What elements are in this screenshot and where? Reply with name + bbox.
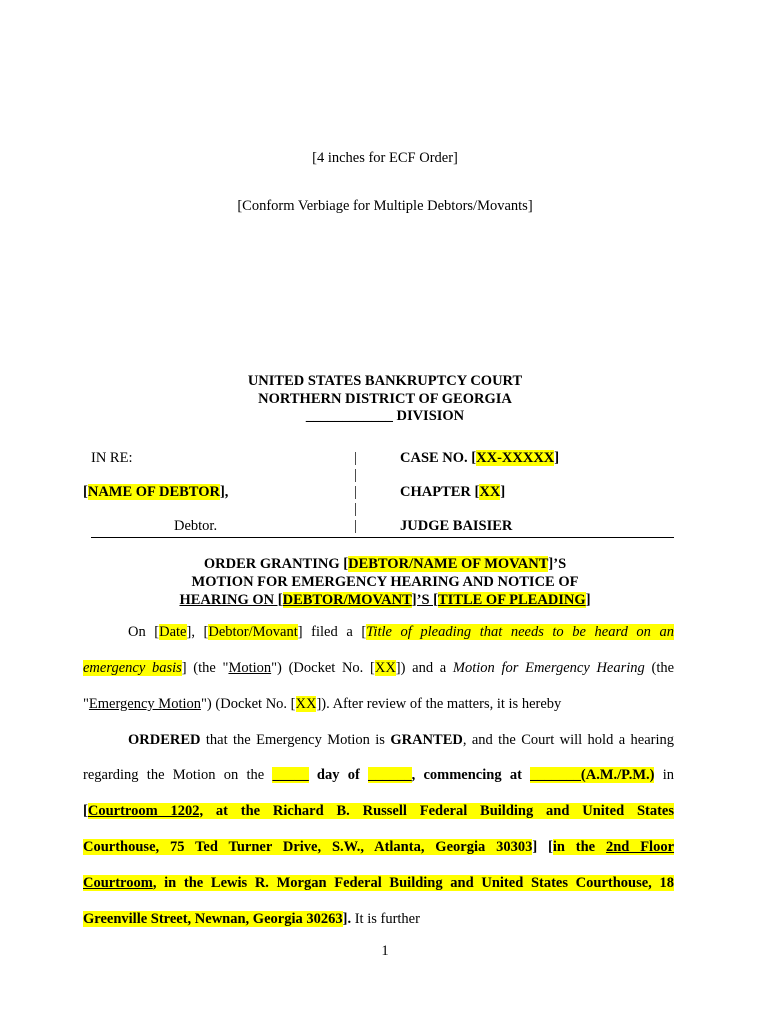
pleading-title-placeholder: Title of pleading that needs to be heard on an (366, 624, 674, 640)
page-number: 1 (381, 943, 389, 959)
para2-line-6 (83, 911, 420, 928)
text: ") (Docket No. [ (271, 660, 375, 676)
month-blank: ______ (368, 767, 412, 783)
para2-line-3 (83, 803, 674, 820)
chapter (400, 484, 505, 501)
docket-placeholder: XX (374, 660, 396, 676)
debtor-name-line (83, 484, 228, 501)
text: in (654, 767, 674, 783)
debtor-name: NAME OF DEBTOR (87, 484, 220, 500)
conform-verbiage-note: [Conform Verbiage for Multiple Debtors/Movants] (237, 198, 533, 214)
text: ] filed a [ (297, 624, 367, 640)
text: regarding the Motion on the (83, 767, 273, 783)
text: [ (83, 803, 88, 819)
time-blank: _______(A.M./P.M.) (530, 767, 655, 783)
case-number-value: XX-XXXXX (476, 450, 555, 466)
location-placeholder: 2nd Floor (605, 839, 675, 855)
title-text: ]’S [ (411, 592, 438, 608)
pleading-title-placeholder: TITLE OF PLEADING (437, 592, 586, 608)
chapter-value: XX (479, 484, 501, 500)
division-blank: ____________ (305, 408, 393, 424)
location-placeholder: , in the Lewis R. Morgan Federal Building and United States Courthouse, 18 (152, 875, 674, 891)
text: day of (308, 767, 369, 783)
location-placeholder: Courtroom (83, 875, 153, 891)
para2-line-2 (83, 767, 674, 784)
para1-line-3 (83, 696, 561, 713)
text: ], [ (186, 624, 209, 640)
chapter-label: CHAPTER [ (400, 484, 480, 500)
text: Motion for Emergency Hearing (452, 660, 645, 676)
docket-placeholder: XX (295, 696, 317, 712)
order-title-line-3 (0, 592, 770, 609)
caption-separator: | (354, 450, 357, 466)
case-number (400, 450, 559, 467)
text: ] [ (532, 839, 553, 855)
case-label: CASE NO. [ (400, 450, 477, 466)
in-re-label: IN RE: (91, 450, 133, 466)
para1-line-2 (83, 660, 674, 677)
defined-term: Emergency Motion (88, 696, 202, 712)
bracket-close: ], (219, 484, 229, 500)
caption-separator: | (354, 484, 357, 500)
text: " (83, 696, 89, 712)
text: ]. (342, 911, 352, 927)
location-placeholder: Greenville Street, Newnan, Georgia 30263 (83, 911, 343, 927)
judge-name: JUDGE BAISIER (400, 518, 513, 534)
text: ] (the " (181, 660, 229, 676)
courtroom-placeholder: Courtroom 1202 (87, 803, 200, 819)
text: , commencing at (411, 767, 531, 783)
caption-rule (91, 537, 674, 538)
title-text: ]’S (548, 556, 567, 572)
movant-placeholder: Debtor/Movant (208, 624, 298, 640)
date-placeholder: Date (159, 624, 187, 640)
title-text: ORDER GRANTING [ (203, 556, 349, 572)
division-label: DIVISION (392, 408, 465, 424)
text: that the Emergency Motion is (200, 732, 391, 748)
court-division (0, 408, 770, 425)
text: ") (Docket No. [ (201, 696, 296, 712)
text: On [ (128, 624, 160, 640)
caption-separator: | (354, 467, 357, 483)
text: ]). After review of the matters, it is hereby (316, 696, 562, 712)
title-text: ] (585, 592, 591, 608)
caption-separator: | (354, 501, 357, 517)
text: GRANTED (390, 732, 463, 748)
text: It is further (351, 911, 420, 927)
pleading-title-placeholder: emergency basis (83, 660, 182, 676)
para2-line-4 (83, 839, 674, 856)
bracket-open: [ (83, 484, 88, 500)
location-placeholder: , at the Richard B. Russell Federal Building and United States (199, 803, 675, 819)
text: ORDERED (128, 732, 201, 748)
text: ]) and a (395, 660, 453, 676)
location-placeholder: Courthouse, 75 Ted Turner Drive, S.W., Atlanta, Georgia 30303 (83, 839, 533, 855)
debtor-label: Debtor. (174, 518, 218, 534)
day-blank: _____ (272, 767, 309, 783)
order-title-line-1 (0, 556, 770, 573)
location-placeholder: in the (552, 839, 606, 855)
para2-line-5 (83, 875, 674, 892)
order-title-line-2: MOTION FOR EMERGENCY HEARING AND NOTICE OF (191, 574, 579, 590)
para1-line-1 (128, 624, 674, 641)
defined-term: Motion (228, 660, 272, 676)
para2-line-1 (128, 732, 674, 749)
movant-placeholder: DEBTOR/NAME OF MOVANT (348, 556, 549, 572)
caption-separator: | (354, 518, 357, 534)
bracket-close: ] (500, 484, 506, 500)
text: , and the Court will hold a hearing (462, 732, 674, 748)
court-district: NORTHERN DISTRICT OF GEORGIA (258, 391, 512, 407)
ecf-order-note: [4 inches for ECF Order] (312, 150, 458, 166)
court-name: UNITED STATES BANKRUPTCY COURT (247, 373, 523, 389)
movant-placeholder: DEBTOR/MOVANT (282, 592, 412, 608)
bracket-close: ] (554, 450, 560, 466)
text: (the (644, 660, 675, 676)
title-text: HEARING ON [ (179, 592, 283, 608)
